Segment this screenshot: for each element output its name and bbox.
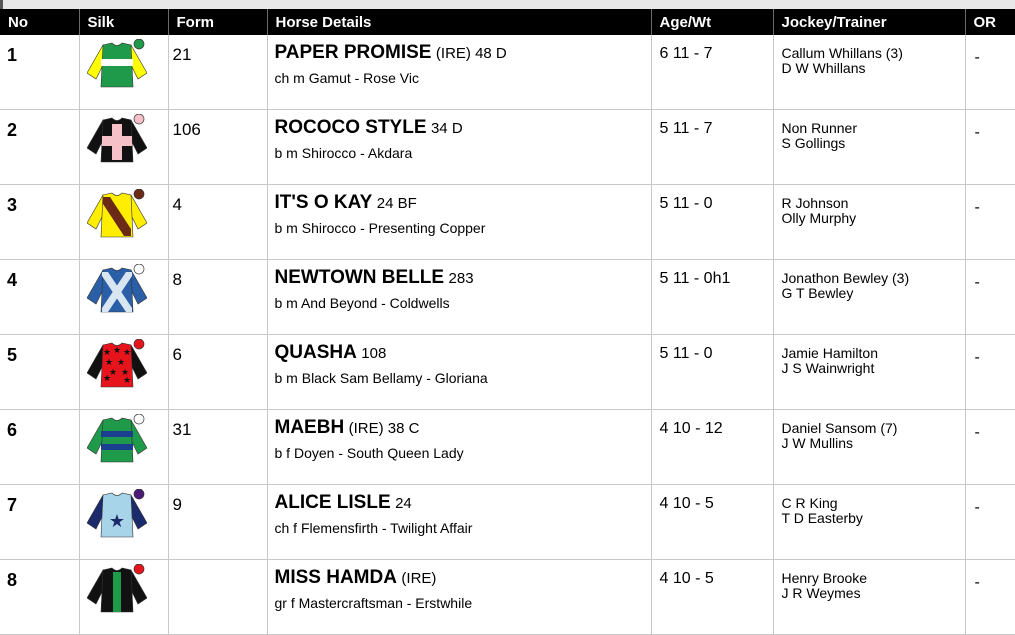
jockey-trainer xyxy=(773,260,965,335)
official-rating: - xyxy=(965,260,1015,335)
horse-details xyxy=(267,560,651,635)
horse-name[interactable]: PAPER PROMISE xyxy=(274,42,432,63)
runner-number: 5 xyxy=(0,335,79,410)
horse-suffix: 34 D xyxy=(430,120,463,137)
runner-number: 6 xyxy=(0,410,79,485)
header-silk: Silk xyxy=(79,9,168,35)
horse-details xyxy=(267,335,651,410)
svg-text:★: ★ xyxy=(108,511,125,532)
silk-cell xyxy=(79,185,168,260)
svg-text:★: ★ xyxy=(116,358,125,368)
trainer-name[interactable]: T D Easterby xyxy=(781,510,863,526)
horse-details xyxy=(267,260,651,335)
svg-text:★: ★ xyxy=(120,368,129,378)
horse-name[interactable]: QUASHA xyxy=(274,342,357,363)
table-row[interactable] xyxy=(0,110,1015,185)
table-row[interactable] xyxy=(0,185,1015,260)
horse-breeding: b m Shirocco - Presenting Copper xyxy=(274,220,486,236)
age-weight: 6 11 - 7 xyxy=(651,35,773,110)
horse-suffix: 108 xyxy=(361,345,387,362)
age-weight: 5 11 - 0 xyxy=(651,335,773,410)
jockey-name[interactable]: Jamie Hamilton xyxy=(781,345,878,361)
age-weight: 4 10 - 12 xyxy=(651,410,773,485)
header-no: No xyxy=(0,9,79,35)
silk-cell xyxy=(79,260,168,335)
horse-name[interactable]: ALICE LISLE xyxy=(274,492,391,513)
runner-number: 1 xyxy=(0,35,79,110)
header-horse-details: Horse Details xyxy=(267,9,651,35)
trainer-name[interactable]: S Gollings xyxy=(781,135,846,151)
svg-text:★: ★ xyxy=(112,346,121,356)
jockey-silk-icon xyxy=(87,264,147,316)
runner-number: 8 xyxy=(0,560,79,635)
svg-text:★: ★ xyxy=(122,376,131,386)
top-strip xyxy=(0,0,1015,9)
runner-form xyxy=(168,560,267,635)
official-rating: - xyxy=(965,185,1015,260)
table-row[interactable] xyxy=(0,485,1015,560)
table-row[interactable] xyxy=(0,260,1015,335)
jockey-trainer xyxy=(773,35,965,110)
horse-breeding: ch f Flemensfirth - Twilight Affair xyxy=(274,520,473,536)
horse-suffix: (IRE) 48 D xyxy=(435,45,507,62)
horse-suffix: (IRE) xyxy=(401,570,437,587)
official-rating: - xyxy=(965,410,1015,485)
horse-breeding: b m Black Sam Bellamy - Gloriana xyxy=(274,370,488,386)
age-weight: 5 11 - 0 xyxy=(651,185,773,260)
jockey-silk-icon xyxy=(87,564,147,616)
age-weight: 4 10 - 5 xyxy=(651,485,773,560)
official-rating: - xyxy=(965,335,1015,410)
jockey-trainer xyxy=(773,410,965,485)
age-weight: 4 10 - 5 xyxy=(651,560,773,635)
svg-text:★: ★ xyxy=(122,348,131,358)
jockey-name[interactable]: Jonathon Bewley (3) xyxy=(781,270,910,286)
silk-cell xyxy=(79,485,168,560)
official-rating: - xyxy=(965,560,1015,635)
runners-table xyxy=(0,9,1015,635)
age-weight: 5 11 - 0h1 xyxy=(651,260,773,335)
official-rating: - xyxy=(965,35,1015,110)
horse-name[interactable]: MISS HAMDA xyxy=(274,567,397,588)
horse-name[interactable]: ROCOCO STYLE xyxy=(274,117,427,138)
jockey-name[interactable]: R Johnson xyxy=(781,195,849,211)
trainer-name[interactable]: Olly Murphy xyxy=(781,210,857,226)
runner-number: 4 xyxy=(0,260,79,335)
horse-details xyxy=(267,110,651,185)
svg-text:★: ★ xyxy=(104,358,113,368)
jockey-silk-icon xyxy=(87,414,147,466)
runner-number: 3 xyxy=(0,185,79,260)
svg-text:★: ★ xyxy=(102,374,111,384)
official-rating: - xyxy=(965,110,1015,185)
runner-form: 106 xyxy=(168,110,267,185)
horse-suffix: (IRE) 38 C xyxy=(348,420,420,437)
runner-form: 4 xyxy=(168,185,267,260)
runner-form: 8 xyxy=(168,260,267,335)
jockey-silk-icon xyxy=(87,339,147,391)
jockey-trainer xyxy=(773,560,965,635)
table-row[interactable] xyxy=(0,35,1015,110)
trainer-name[interactable]: J W Mullins xyxy=(781,435,854,451)
jockey-silk-icon xyxy=(87,39,147,91)
silk-cell xyxy=(79,110,168,185)
silk-cell xyxy=(79,35,168,110)
table-header xyxy=(0,9,1015,35)
horse-breeding: b m Shirocco - Akdara xyxy=(274,145,413,161)
silk-cell xyxy=(79,410,168,485)
horse-breeding: b m And Beyond - Coldwells xyxy=(274,295,450,311)
horse-name[interactable]: NEWTOWN BELLE xyxy=(274,267,445,288)
horse-details xyxy=(267,410,651,485)
runner-form: 21 xyxy=(168,35,267,110)
age-weight: 5 11 - 7 xyxy=(651,110,773,185)
silk-cell xyxy=(79,560,168,635)
header-or: OR xyxy=(965,9,1015,35)
horse-breeding: ch m Gamut - Rose Vic xyxy=(274,70,419,86)
trainer-name[interactable]: D W Whillans xyxy=(781,60,866,76)
jockey-silk-icon xyxy=(87,189,147,241)
horse-breeding: gr f Mastercraftsman - Erstwhile xyxy=(274,595,473,611)
table-row[interactable] xyxy=(0,335,1015,410)
horse-suffix: 24 xyxy=(395,495,412,512)
jockey-trainer xyxy=(773,485,965,560)
svg-text:★: ★ xyxy=(102,348,111,358)
runner-form: 31 xyxy=(168,410,267,485)
jockey-silk-icon xyxy=(87,114,147,166)
jockey-name[interactable]: Henry Brooke xyxy=(781,570,868,586)
jockey-name[interactable]: Non Runner xyxy=(781,120,857,136)
horse-name[interactable]: MAEBH xyxy=(274,417,345,438)
runner-form: 9 xyxy=(168,485,267,560)
runner-number: 2 xyxy=(0,110,79,185)
table-row[interactable] xyxy=(0,410,1015,485)
horse-suffix: 283 xyxy=(448,270,474,287)
trainer-name[interactable]: G T Bewley xyxy=(781,285,854,301)
horse-name[interactable]: IT'S O KAY xyxy=(274,192,373,213)
horse-details xyxy=(267,485,651,560)
jockey-name[interactable]: Callum Whillans (3) xyxy=(781,45,903,61)
table-row[interactable] xyxy=(0,560,1015,635)
header-jockey-trainer: Jockey/Trainer xyxy=(773,9,965,35)
jockey-silk-icon xyxy=(87,489,147,541)
trainer-name[interactable]: J S Wainwright xyxy=(781,360,875,376)
jockey-name[interactable]: C R King xyxy=(781,495,838,511)
runner-form: 6 xyxy=(168,335,267,410)
horse-details xyxy=(267,35,651,110)
jockey-name[interactable]: Daniel Sansom (7) xyxy=(781,420,898,436)
trainer-name[interactable]: J R Weymes xyxy=(781,585,861,601)
silk-cell xyxy=(79,335,168,410)
horse-breeding: b f Doyen - South Queen Lady xyxy=(274,445,464,461)
jockey-trainer xyxy=(773,335,965,410)
horse-details xyxy=(267,185,651,260)
official-rating: - xyxy=(965,485,1015,560)
horse-suffix: 24 BF xyxy=(376,195,417,212)
header-age-wt: Age/Wt xyxy=(651,9,773,35)
runner-number: 7 xyxy=(0,485,79,560)
header-form: Form xyxy=(168,9,267,35)
jockey-trainer xyxy=(773,110,965,185)
jockey-trainer xyxy=(773,185,965,260)
svg-text:★: ★ xyxy=(108,368,117,378)
